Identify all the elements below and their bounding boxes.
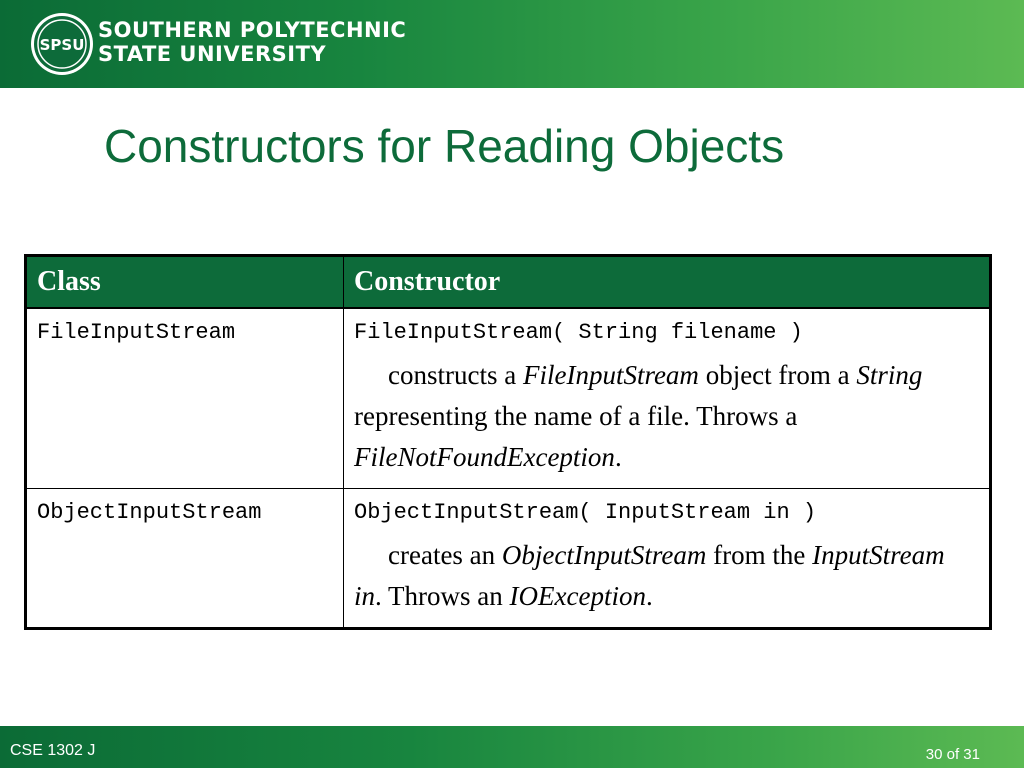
table-row [26, 308, 991, 489]
seal-text: SPSU [39, 36, 85, 54]
desc-italic: String [856, 360, 923, 390]
column-header-class: Class [26, 256, 344, 309]
desc-italic: FileNotFoundException [354, 442, 615, 472]
table-header-row [26, 256, 991, 309]
desc-italic: FileInputStream [522, 360, 699, 390]
constructor-cell [344, 489, 991, 629]
desc-text: . Throws an [375, 581, 510, 611]
constructor-table [24, 254, 992, 630]
constructor-table-container [24, 254, 992, 630]
wordmark-line-1: SOUTHERN POLYTECHNIC [98, 18, 407, 42]
desc-italic: ObjectInputStream [501, 540, 707, 570]
constructor-cell [344, 308, 991, 489]
desc-text: from the [706, 540, 813, 570]
desc-text: object from a [698, 360, 857, 390]
class-name: ObjectInputStream [37, 500, 262, 525]
class-cell [26, 308, 344, 489]
slide-title: Constructors for Reading Objects [104, 120, 785, 172]
desc-text: representing the name of a file. Throws a [354, 401, 798, 431]
constructor-description [354, 355, 979, 478]
header-bar [0, 0, 1024, 88]
desc-italic: InputStream in [354, 540, 945, 611]
desc-text: constructs a [388, 360, 523, 390]
class-name: FileInputStream [37, 320, 236, 345]
constructor-signature: ObjectInputStream( InputStream in ) [354, 500, 817, 525]
constructor-description [354, 535, 979, 617]
university-seal-icon [30, 12, 94, 76]
class-cell [26, 489, 344, 629]
table-row [26, 489, 991, 629]
desc-text: . [614, 442, 622, 472]
wordmark-line-2: STATE UNIVERSITY [98, 42, 327, 66]
desc-text: creates an [388, 540, 502, 570]
footer-bar [0, 726, 1024, 768]
university-wordmark [98, 18, 406, 66]
desc-text: . [645, 581, 653, 611]
slide-number: 30 of 31 [925, 746, 980, 763]
desc-italic: IOException [509, 581, 646, 611]
constructor-signature: FileInputStream( String filename ) [354, 320, 803, 345]
course-label: CSE 1302 J [10, 742, 96, 759]
column-header-constructor: Constructor [344, 256, 991, 309]
